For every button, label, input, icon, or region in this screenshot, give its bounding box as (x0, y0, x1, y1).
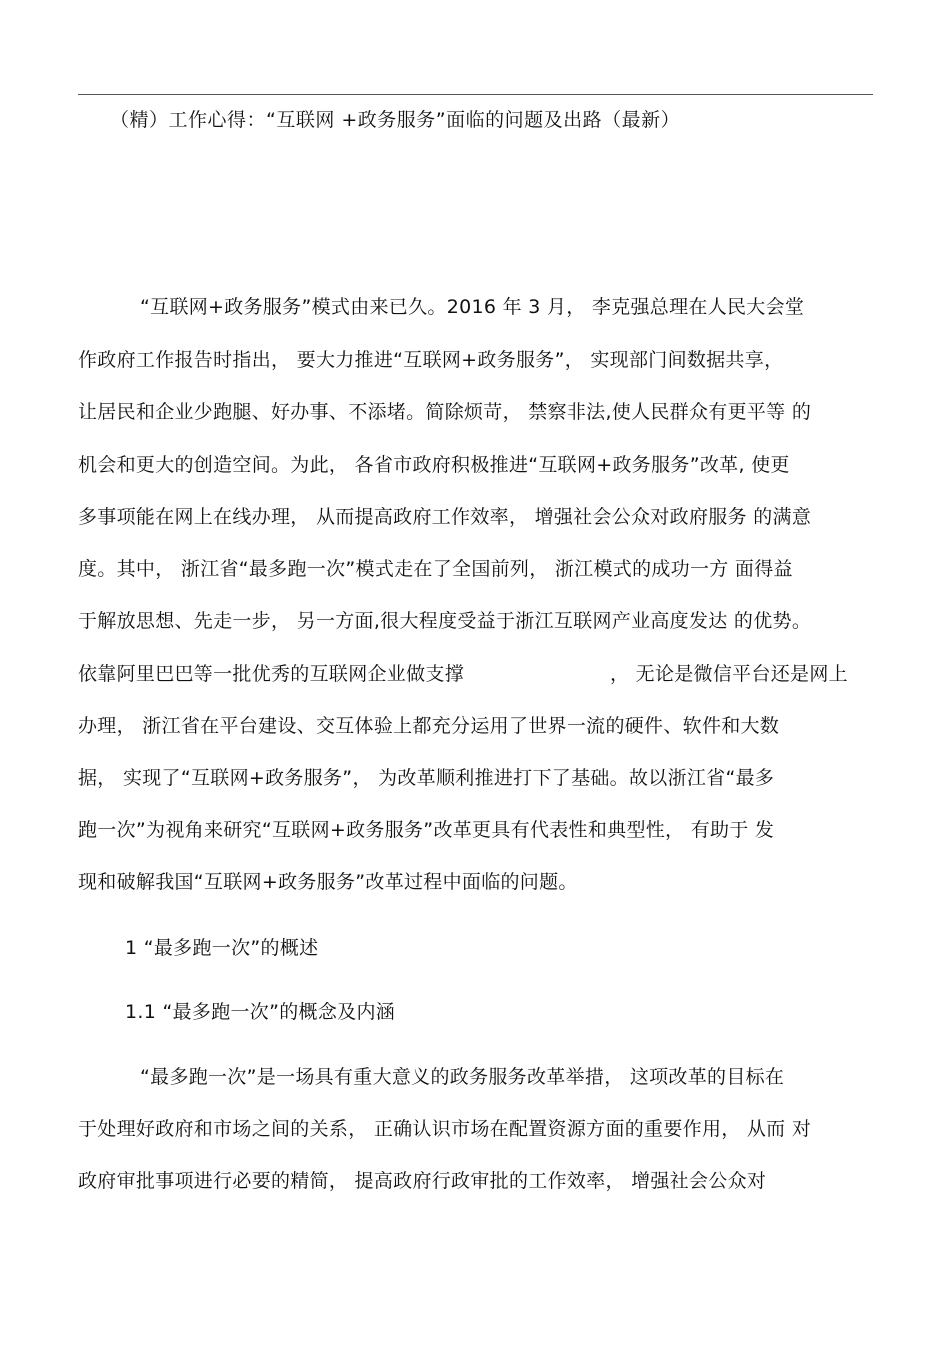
paragraph-line: 据， 实现了“互联网+政务服务”， 为改革顺利推进打下了基础。故以浙江省“最多 (78, 767, 775, 789)
section-heading: 1 “最多跑一次”的概述 (125, 937, 319, 959)
paragraph-line: 多事项能在网上在线办理， 从而提高政府工作效率， 增强社会公众对政府服务 的满意 (78, 506, 812, 528)
paragraph-line: “最多跑一次”是一场具有重大意义的政务服务改革举措， 这项改革的目标在 (140, 1066, 785, 1088)
paragraph-line: 办理， 浙江省在平台建设、交互体验上都充分运用了世界一流的硬件、软件和大数 (78, 715, 780, 737)
paragraph-line: 机会和更大的创造空间。为此， 各省市政府积极推进“互联网+政务服务”改革, 使更 (78, 454, 790, 476)
paragraph-line: 让居民和企业少跑腿、好办事、不添堵。简除烦苛， 禁察非法,使人民群众有更平等 的 (78, 401, 812, 423)
document-title: （精）工作心得：“互联网 +政务服务”面临的问题及出路（最新） (110, 109, 681, 131)
paragraph-line: 政府审批事项进行必要的精简， 提高政府行政审批的工作效率， 增强社会公众对 (78, 1170, 767, 1192)
paragraph-line-continued: ， 无论是微信平台还是网上 (610, 663, 848, 685)
paragraph-line: 度。其中， 浙江省“最多跑一次”模式走在了全国前列， 浙江模式的成功一方 面得益 (78, 558, 793, 580)
paragraph-line: 跑一次”为视角来研究“互联网+政务服务”改革更具有代表性和典型性， 有助于 发 (78, 819, 775, 841)
subsection-heading: 1.1 “最多跑一次”的概念及内涵 (125, 1001, 396, 1023)
paragraph-line: 于解放思想、先走一步， 另一方面,很大程度受益于浙江互联网产业高度发达 的优势。 (78, 610, 812, 632)
paragraph-line: 于处理好政府和市场之间的关系， 正确认识市场在配置资源方面的重要作用， 从而 对 (78, 1118, 812, 1140)
paragraph-line: “互联网+政务服务”模式由来已久。2016 年 3 月， 李克强总理在人民大会堂 (140, 296, 805, 318)
paragraph-line: 依靠阿里巴巴等一批优秀的互联网企业做支撑 (78, 663, 465, 685)
paragraph-line: 现和破解我国“互联网+政务服务”改革过程中面临的问题。 (78, 871, 578, 893)
header-rule (78, 94, 873, 95)
paragraph-line: 作政府工作报告时指出， 要大力推进“互联网+政务服务”， 实现部门间数据共享， (78, 349, 784, 371)
